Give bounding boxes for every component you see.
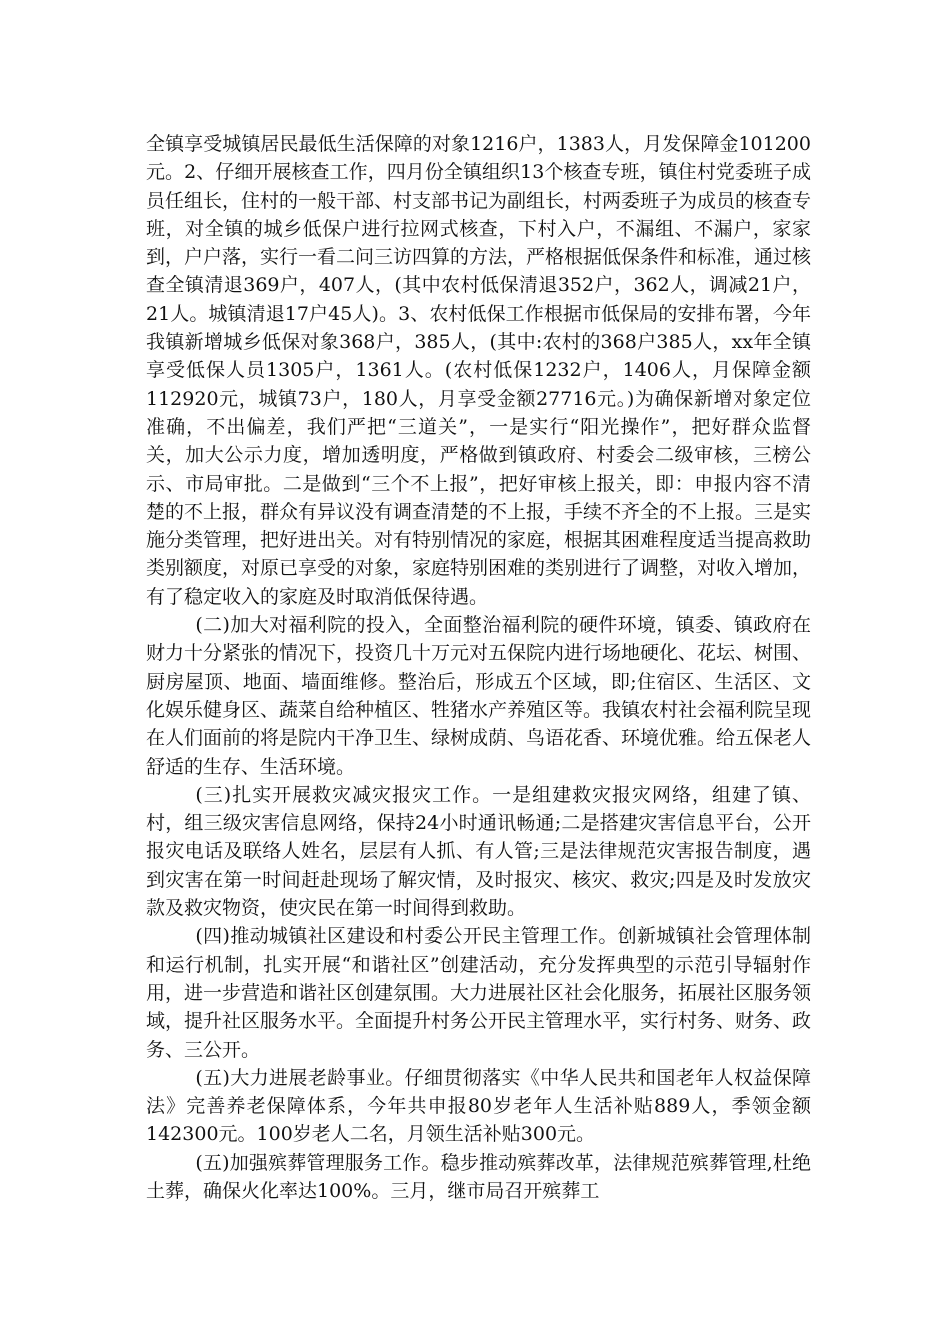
paragraph-6: (五)加强殡葬管理服务工作。稳步推动殡葬改革，法律规范殡葬管理,杜绝土葬，确保火化率达100%。三月，继市局召开殡葬工 [146, 1151, 811, 1202]
paragraph-1: 全镇享受城镇居民最低生活保障的对象1216户，1383人，月发保障金101200元。2、仔细开展核查工作，四月份全镇组织13个核查专班，镇住村党委班子成员任组长，住村的一般干部、村支部书记为副组长，村两委班子为成员的核查专班，对全镇的城乡低保户进行拉网式核查，下村入户，不漏组、不漏户，家家到，户户落，实行一看二问三访四算的方法，严格根据低保条件和标准，通过核查全镇清退369户，407人，(其中农村低保清退352户，362人，调减21户，21人。城镇清退17户45人)。3、农村低保工作根据市低保局的安排布署，今年我镇新增城乡低保对象368户，385人，(其中:农村的368户385人，xx年全镇享受低保人员1305户，1361人。(农村低保1232户，1406人，月保障金额112920元，城镇73户，180人，月享受金额27716元。)为确保新增对象定位准确，不出偏差，我们严把“三道关”，一是实行“阳光操作”，把好群众监督关，加大公示力度，增加透明度，严格做到镇政府、村委会二级审核，三榜公示、市局审批。二是做到“三个不上报”，把好审核上报关，即：申报内容不清楚的不上报，群众有异议没有调查清楚的不上报，手续不齐全的不上报。三是实施分类管理，把好进出关。对有特别情况的家庭，根据其困难程度适当提高救助类别额度，对原已享受的对象，家庭特别困难的类别进行了调整，对收入增加，有了稳定收入的家庭及时取消低保待遇。 [146, 133, 812, 608]
paragraph-4: (四)推动城镇社区建设和村委公开民主管理工作。创新城镇社会管理体制和运行机制，扎实开展“和谐社区”创建活动，充分发挥典型的示范引导辐射作用，进一步营造和谐社区创建氛围。大力进展社区社会化服务，拓展社区服务领域，提升社区服务水平。全面提升村务公开民主管理水平，实行村务、财务、政务、三公开。 [146, 925, 812, 1061]
paragraph-3: (三)扎实开展救灾减灾报灾工作。一是组建救灾报灾网络，组建了镇、村，组三级灾害信息网络，保持24小时通讯畅通;二是搭建灾害信息平台，公开报灾电话及联络人姓名，层层有人抓、有人管;三是法律规范灾害报告制度，遇到灾害在第一时间赶赴现场了解灾情，及时报灾、核灾、救灾;四是及时发放灾款及救灾物资，使灾民在第一时间得到救助。 [146, 783, 811, 920]
paragraph-5: (五)大力进展老龄事业。仔细贯彻落实《中华人民共和国老年人权益保障法》完善养老保障体系，今年共申报80岁老年人生活补贴889人，季领金额142300元。100岁老人二名，月领生活补贴300元。 [146, 1066, 811, 1146]
document-body [146, 130, 811, 1205]
paragraph-2: (二)加大对福利院的投入，全面整治福利院的硬件环境，镇委、镇政府在财力十分紧张的情况下，投资几十万元对五保院内进行场地硬化、花坛、树围、厨房屋顶、地面、墙面维修。整治后，形成五个区域，即;住宿区、生活区、文化娱乐健身区、蔬菜自给种植区、牲猪水产养殖区等。我镇农村社会福利院呈现在人们面前的将是院内干净卫生、绿树成荫、鸟语花香、环境优雅。给五保老人舒适的生存、生活环境。 [146, 614, 812, 778]
